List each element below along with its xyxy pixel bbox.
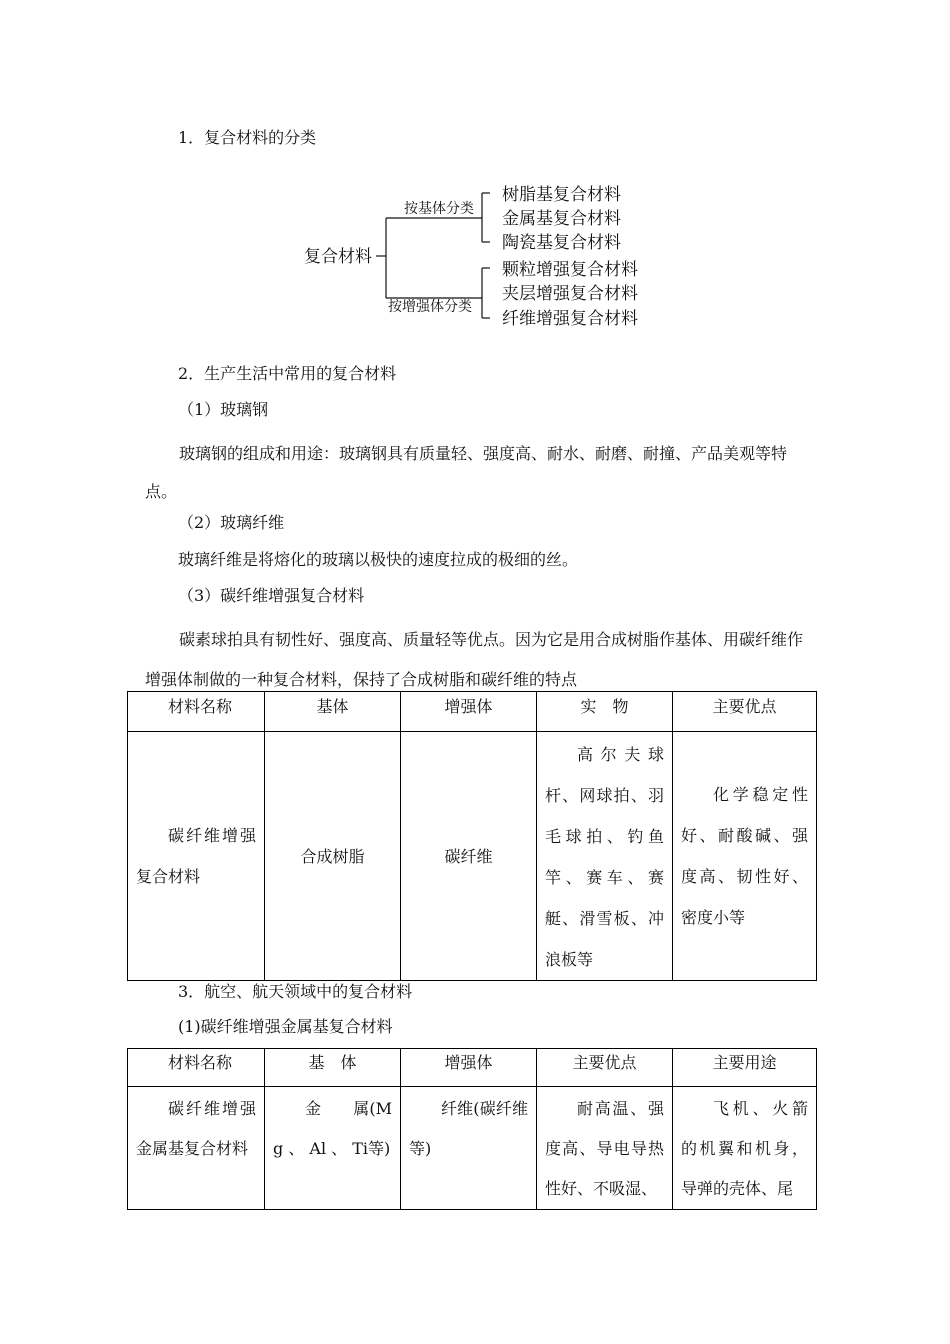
cell-matrix: 金 属(Mg 、 Al 、 Ti等) <box>265 1087 401 1210</box>
header-advantages: 主要优点 <box>537 1049 673 1087</box>
section-2-heading: 2．生产生活中常用的复合材料 <box>178 364 397 383</box>
subsection-carbon-fiber: （3）碳纤维增强复合材料 <box>178 586 365 605</box>
table-header-row <box>128 1049 817 1087</box>
header-reinforcement: 增强体 <box>401 692 537 732</box>
table-row <box>128 732 817 981</box>
header-reinforcement: 增强体 <box>401 1049 537 1087</box>
diagram-group2-item: 纤维增强复合材料 <box>502 309 638 329</box>
classification-diagram <box>290 170 670 340</box>
diagram-group2-item: 夹层增强复合材料 <box>502 284 638 304</box>
cell-material-name: 碳纤维增强金属基复合材料 <box>128 1087 265 1210</box>
table-row <box>128 1087 817 1210</box>
header-uses: 主要用途 <box>673 1049 817 1087</box>
header-material-name: 材料名称 <box>128 692 265 732</box>
paragraph-carbon-racket: 碳素球拍具有韧性好、强度高、质量轻等优点。因为它是用合成树脂作基体、用碳纤维作增强体制做的一种复合材料，保持了合成树脂和碳纤维的特点 <box>145 630 804 689</box>
section-1-heading: 1．复合材料的分类 <box>178 128 317 147</box>
cell-advantages: 化学稳定性好、耐酸碱、强度高、韧性好、密度小等 <box>673 732 817 981</box>
header-material-name: 材料名称 <box>128 1049 265 1087</box>
subsection-glass-fiber: （2）玻璃纤维 <box>178 513 285 532</box>
header-matrix: 基 体 <box>265 1049 401 1087</box>
section-3-heading: 3．航空、航天领域中的复合材料 <box>178 982 413 1001</box>
table-header-row <box>128 692 817 732</box>
diagram-group2-label: 按增强体分类 <box>388 299 472 315</box>
diagram-group1-item: 树脂基复合材料 <box>502 185 621 205</box>
diagram-group2-item: 颗粒增强复合材料 <box>502 260 638 280</box>
cell-uses: 飞机、火箭的机翼和机身，导弹的壳体、尾 <box>673 1087 817 1210</box>
cell-advantages: 耐高温、强度高、导电导热性好、不吸湿、 <box>537 1087 673 1210</box>
paragraph-glass-fiber: 玻璃纤维是将熔化的玻璃以极快的速度拉成的极细的丝。 <box>178 550 579 569</box>
cell-reinforcement: 碳纤维 <box>401 732 537 981</box>
subsection-carbon-metal: (1)碳纤维增强金属基复合材料 <box>178 1017 393 1036</box>
composite-table-1 <box>127 691 817 981</box>
cell-products: 高尔夫球杆、网球拍、羽毛球拍、钓鱼竿、赛车、赛艇、滑雪板、冲浪板等 <box>537 732 673 981</box>
diagram-group1-item: 金属基复合材料 <box>502 209 621 229</box>
cell-material-name: 碳纤维增强复合材料 <box>128 732 265 981</box>
diagram-root: 复合材料 <box>304 247 372 267</box>
paragraph-glass-steel: 玻璃钢的组成和用途：玻璃钢具有质量轻、强度高、耐水、耐磨、耐撞、产品美观等特点。 <box>145 444 788 501</box>
diagram-group1-item: 陶瓷基复合材料 <box>502 233 621 253</box>
header-advantages: 主要优点 <box>673 692 817 732</box>
cell-reinforcement: 纤维(碳纤维等) <box>401 1087 537 1210</box>
composite-table-2 <box>127 1048 817 1210</box>
header-products: 实 物 <box>537 692 673 732</box>
header-matrix: 基体 <box>265 692 401 732</box>
diagram-group1-label: 按基体分类 <box>404 201 474 217</box>
subsection-glass-steel: （1）玻璃钢 <box>178 400 269 419</box>
cell-matrix: 合成树脂 <box>265 732 401 981</box>
